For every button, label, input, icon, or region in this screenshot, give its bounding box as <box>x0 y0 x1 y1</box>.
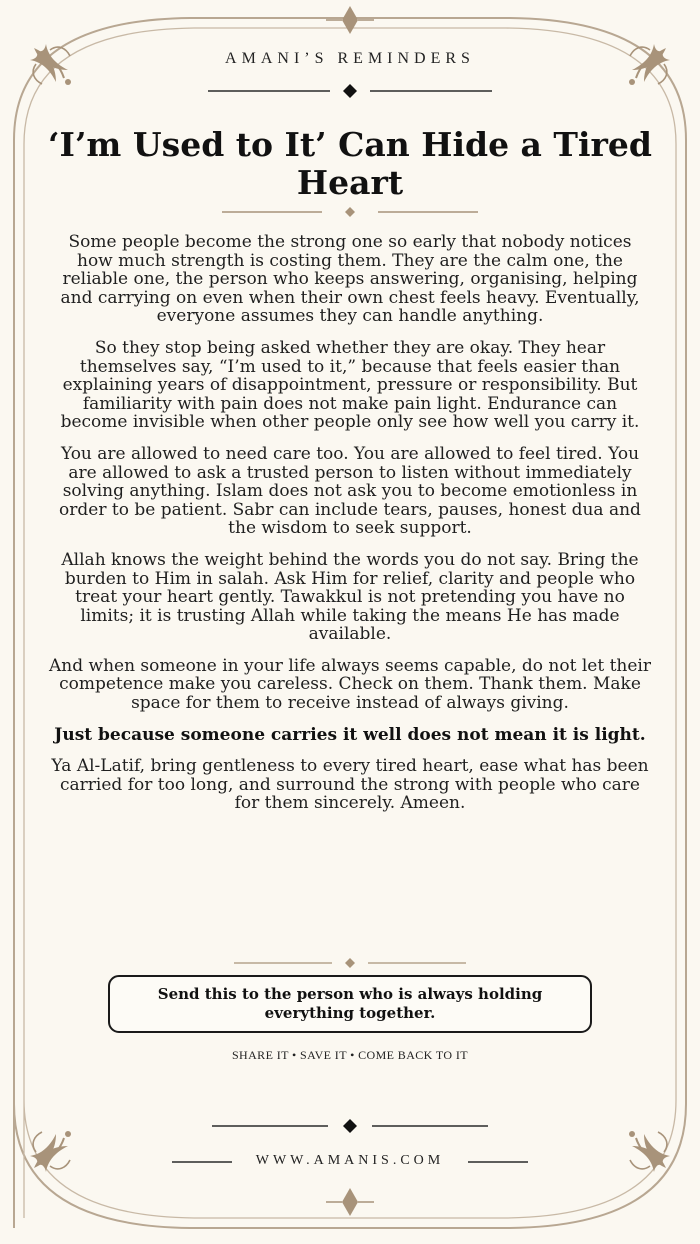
brand-name: AMANI’S REMINDERS <box>225 50 475 67</box>
footer-divider-icon <box>212 1119 488 1133</box>
share-line: SHARE IT • SAVE IT • COME BACK TO IT <box>231 1048 469 1062</box>
cta-divider-icon <box>234 958 466 968</box>
reminder-body <box>48 233 652 826</box>
cta-text: Send this to the person who is always holding everything together. <box>157 985 543 1022</box>
header-divider-icon <box>208 84 492 98</box>
bottom-diamond-ornament-icon <box>326 1188 374 1216</box>
cta-box <box>108 975 592 1033</box>
website-link[interactable]: WWW.AMANIS.COM <box>255 1153 445 1168</box>
paragraph-1: Some people become the strong one so early that nobody notices how much strength is costing them. They are the calm one, the reliable one, the person who keeps answering, organising, helping and carrying on even when their own chest feels heavy. Eventually, everyone assumes they can handle anything. <box>60 232 640 327</box>
paragraph-4: Allah knows the weight behind the words you do not say. Bring the burden to Him in salah. Ask Him for relief, clarity and people who treat your heart gently. Tawakkul is not pretending you have no limits; it is trusting Allah while taking the means He has made available. <box>61 549 639 645</box>
dua-paragraph: Ya Al-Latif, bring gentleness to every tired heart, ease what has been carried for too long, and surround the strong with people who care for them sincerely. Ameen. <box>51 756 649 814</box>
title-divider-icon <box>222 207 478 217</box>
top-diamond-ornament-icon <box>326 6 374 34</box>
paragraph-2: So they stop being asked whether they are okay. They hear themselves say, “I’m used to it,” because that feels easier than explaining years of disappointment, pressure or responsibility. But familiarity with pain does not make pain light. Endurance can become invisible when other people only see how well you carry it. <box>60 337 640 433</box>
paragraph-3: You are allowed to need care too. You are allowed to feel tired. You are allowed to ask a trusted person to listen without immediately solving anything. Islam does not ask you to become emotionless in order to be patient. Sabr can include tears, pauses, honest dua and the wisdom to seek support. <box>59 443 641 539</box>
page-title: ‘I’m Used to It’ Can Hide a Tired Heart <box>48 125 652 202</box>
emphasis-statement: Just because someone carries it well does not mean it is light. <box>54 724 646 745</box>
paragraph-5: And when someone in your life always seems capable, do not let their competence make you careless. Check on them. Thank them. Make space for them to receive instead of always giving. <box>49 655 651 714</box>
